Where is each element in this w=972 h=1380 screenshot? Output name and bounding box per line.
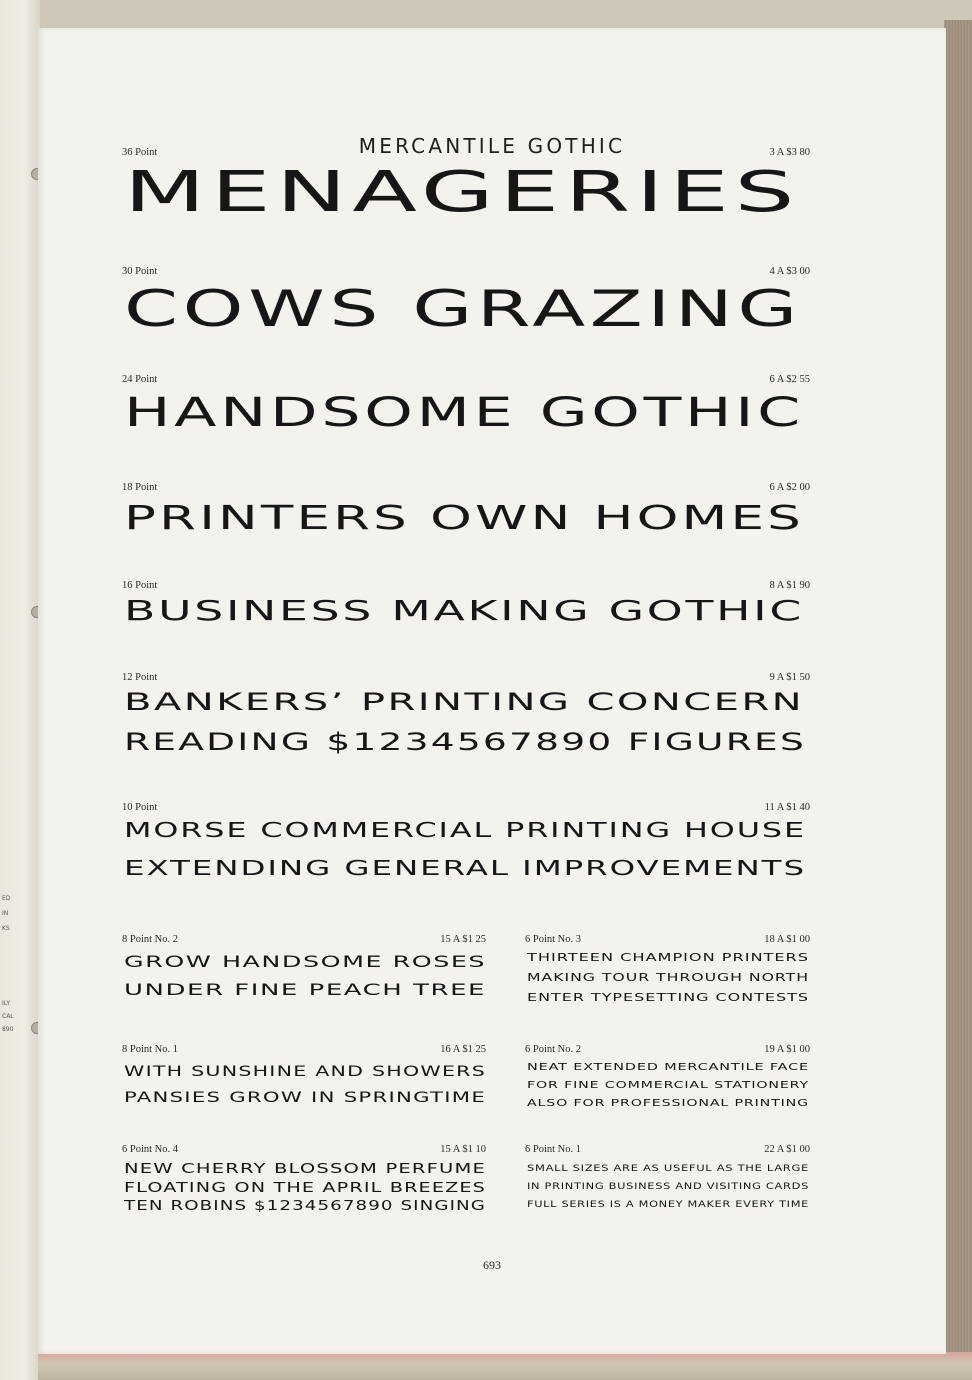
specimen-line: WITH SUNSHINE AND SHOWERS: [124, 1064, 486, 1080]
specimen-line: BANKERS’ PRINTING CONCERN: [124, 688, 804, 716]
specimen-line: MORSE COMMERCIAL PRINTING HOUSE: [124, 818, 806, 842]
font-price-label: 6 A $2 00: [769, 482, 810, 493]
specimen-line: PANSIES GROW IN SPRINGTIME: [124, 1090, 486, 1106]
specimen-line: EXTENDING GENERAL IMPROVEMENTS: [124, 856, 806, 880]
point-size-label: 24 Point: [122, 374, 158, 385]
point-size-label: 6 Point No. 2: [525, 1044, 582, 1055]
point-size-label: 6 Point No. 4: [122, 1144, 179, 1155]
point-size-label: 18 Point: [122, 482, 158, 493]
specimen-line: SMALL SIZES ARE AS USEFUL AS THE LARGE: [527, 1164, 809, 1174]
specimen-line: UNDER FINE PEACH TREE: [124, 980, 486, 999]
font-price-label: 22 A $1 00: [764, 1144, 810, 1155]
specimen-line: MAKING TOUR THROUGH NORTH: [527, 972, 809, 984]
specimen-line: IN PRINTING BUSINESS AND VISITING CARDS: [527, 1182, 809, 1192]
font-price-label: 15 A $1 25: [440, 934, 486, 945]
specimen-line: FOR FINE COMMERCIAL STATIONERY: [527, 1080, 809, 1091]
font-price-label: 6 A $2 55: [769, 374, 810, 385]
specimen-line: COWS GRAZING: [124, 280, 802, 338]
facing-page-fragment: KS: [2, 925, 10, 932]
point-size-label: 6 Point No. 3: [525, 934, 582, 945]
page-block-edge: [944, 20, 972, 1362]
specimen-line: NEW CHERRY BLOSSOM PERFUME: [124, 1162, 486, 1177]
specimen-line: TEN ROBINS $1234567890 SINGING: [124, 1199, 486, 1214]
specimen-line: BUSINESS MAKING GOTHIC: [124, 594, 804, 627]
font-price-label: 15 A $1 10: [440, 1144, 486, 1155]
facing-page-fragment: 890: [2, 1026, 14, 1033]
point-size-label: 16 Point: [122, 580, 158, 591]
specimen-line: GROW HANDSOME ROSES: [124, 952, 486, 971]
specimen-line: READING $1234567890 FIGURES: [124, 728, 806, 756]
font-price-label: 3 A $3 80: [769, 147, 810, 158]
facing-page-fragment: ILY: [2, 1000, 10, 1007]
font-price-label: 9 A $1 50: [769, 672, 810, 683]
specimen-line: PRINTERS OWN HOMES: [124, 498, 804, 537]
font-price-label: 16 A $1 25: [440, 1044, 486, 1055]
point-size-label: 6 Point No. 1: [525, 1144, 582, 1155]
font-price-label: 19 A $1 00: [764, 1044, 810, 1055]
font-price-label: 18 A $1 00: [764, 934, 810, 945]
specimen-line: ENTER TYPESETTING CONTESTS: [527, 992, 809, 1004]
facing-page-fragment: CAL: [2, 1013, 14, 1020]
point-size-label: 8 Point No. 1: [122, 1044, 179, 1055]
point-size-label: 12 Point: [122, 672, 158, 683]
facing-page-edge: [0, 0, 40, 1380]
specimen-line: FULL SERIES IS A MONEY MAKER EVERY TIME: [527, 1200, 809, 1210]
specimen-line: MENAGERIES: [124, 160, 800, 225]
facing-page-fragment: IN: [2, 910, 9, 917]
specimen-line: FLOATING ON THE APRIL BREEZES: [124, 1181, 486, 1196]
point-size-label: 10 Point: [122, 802, 158, 813]
facing-page-fragment: ED: [2, 895, 11, 902]
point-size-label: 30 Point: [122, 266, 158, 277]
font-price-label: 8 A $1 90: [769, 580, 810, 591]
font-price-label: 4 A $3 00: [769, 266, 810, 277]
specimen-page: [38, 28, 946, 1354]
font-price-label: 11 A $1 40: [764, 802, 810, 813]
specimen-line: ALSO FOR PROFESSIONAL PRINTING: [527, 1098, 809, 1109]
specimen-line: THIRTEEN CHAMPION PRINTERS: [527, 952, 809, 964]
point-size-label: 36 Point: [122, 147, 158, 158]
page-title: MERCANTILE GOTHIC: [358, 134, 626, 158]
point-size-label: 8 Point No. 2: [122, 934, 179, 945]
page-number: 693: [483, 1258, 501, 1272]
page-bottom-edge: [38, 1352, 972, 1380]
specimen-line: HANDSOME GOTHIC: [124, 390, 804, 436]
specimen-line: NEAT EXTENDED MERCANTILE FACE: [527, 1062, 809, 1073]
